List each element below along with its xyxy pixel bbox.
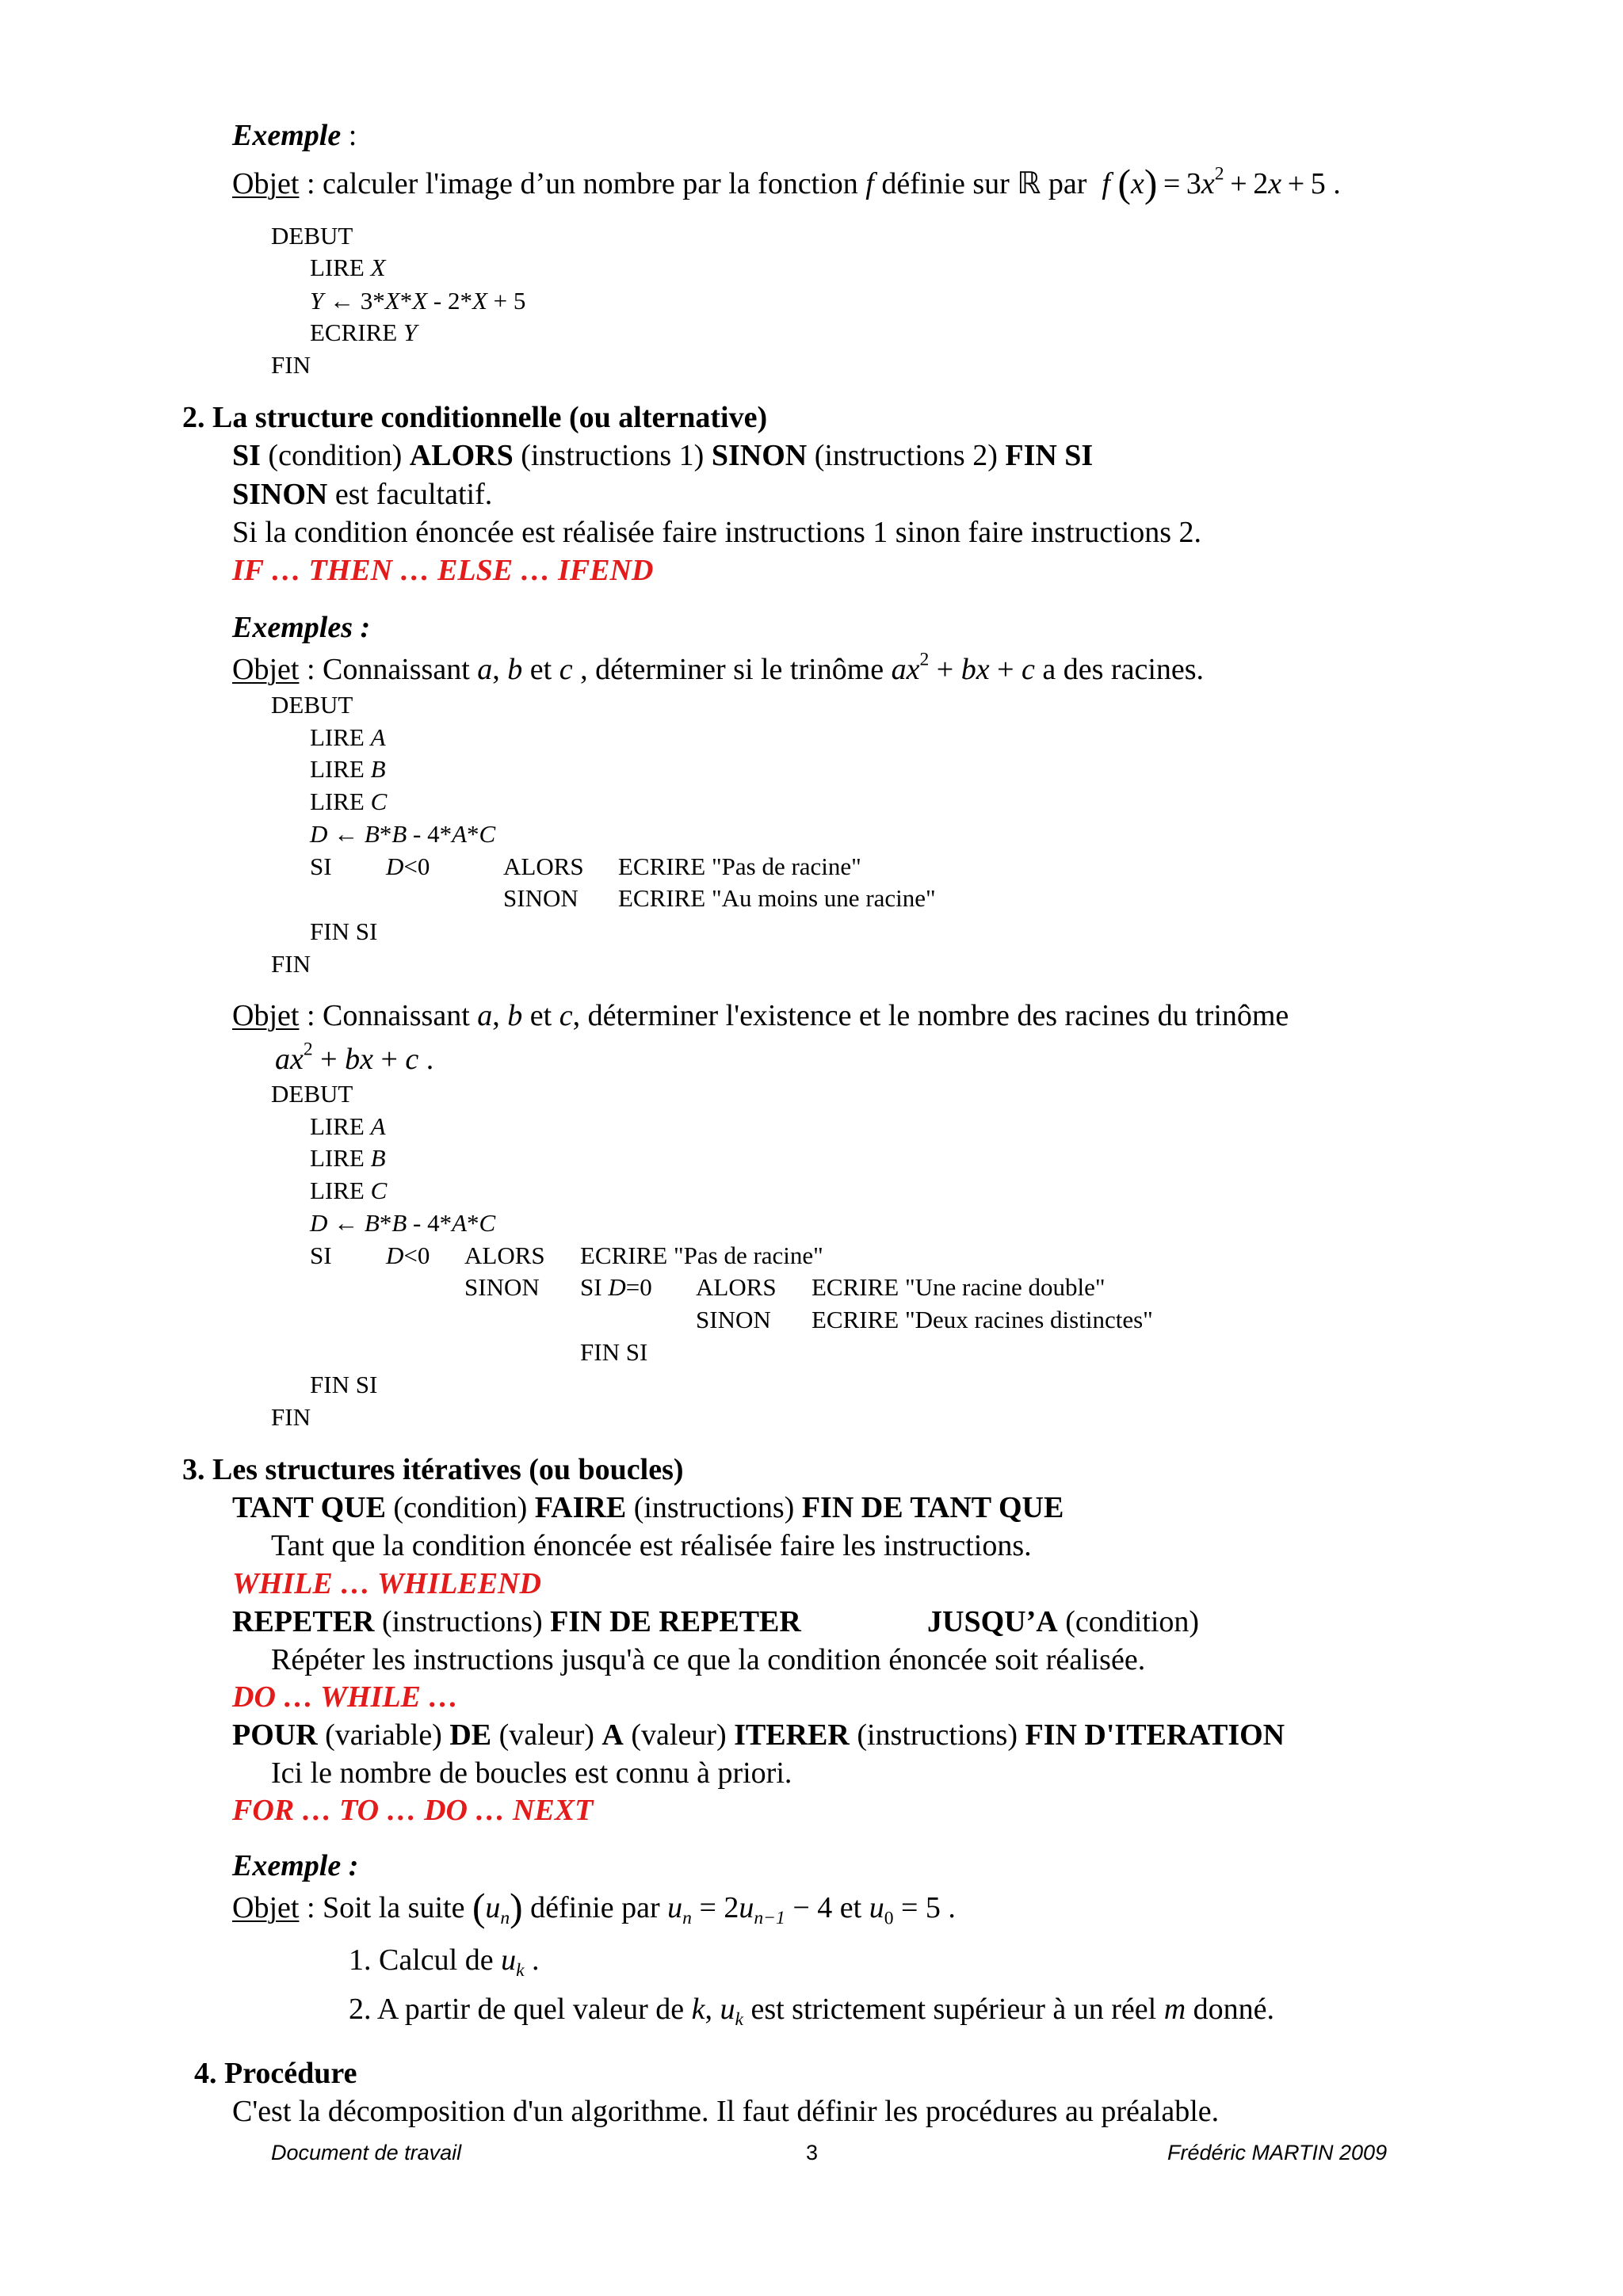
- code-line: D ← B*B - 4*A*C: [310, 1209, 496, 1237]
- section-2-title: 2. La structure conditionnelle (ou alternative): [182, 401, 768, 434]
- code-line: LIRE B: [310, 1144, 386, 1172]
- code-line: LIRE B: [310, 755, 386, 783]
- objet-line-1: Objet : calculer l'image d’un nombre par la fonction f définie sur ℝ par f $(x) = 3x^2 + 2x + 5$ .: [232, 162, 1341, 205]
- example-heading: Exemple :: [232, 119, 357, 152]
- section-4-text: C'est la décomposition d'un algorithme. Il faut définir les procédures au préalable.: [232, 2095, 1220, 2128]
- examples-heading: Exemples :: [232, 611, 371, 644]
- code-line: ECRIRE "Au moins une racine": [618, 884, 936, 912]
- code-line: D ← B*B - 4*A*C: [310, 820, 496, 848]
- code-line: LIRE A: [310, 1112, 386, 1140]
- code-line: LIRE X: [310, 254, 386, 281]
- code-line: LIRE C: [310, 1177, 388, 1204]
- code-line: FIN SI: [310, 1371, 378, 1398]
- code-line: Y ← 3*X*X - 2*X + 5: [310, 287, 526, 315]
- page-number: 3: [806, 2141, 819, 2164]
- code-line: D<0: [386, 1241, 430, 1269]
- code-line: FIN: [271, 1403, 311, 1431]
- code-line: ECRIRE "Deux racines distinctes": [812, 1306, 1153, 1333]
- code-line: ECRIRE "Une racine double": [812, 1273, 1106, 1301]
- description: Répéter les instructions jusqu'à ce que la condition énoncée soit réalisée.: [271, 1643, 1146, 1676]
- list-item: 1. Calcul de $u_k$ .: [349, 1943, 540, 1981]
- code-line: D<0: [386, 852, 430, 880]
- code-line: FIN SI: [580, 1338, 648, 1366]
- syntax-line: REPETER (instructions) FIN DE REPETER: [232, 1605, 801, 1638]
- section-4-title: 4. Procédure: [194, 2057, 357, 2090]
- objet-label: Objet: [232, 167, 300, 201]
- list-item: 2. A partir de quel valeur de k, $u_k$ est strictement supérieur à un réel m donné.: [349, 1993, 1275, 2031]
- objet-line-2: Objet : Connaissant a, b et c , déterminer si le trinôme $ax^2$ + bx + c a des racines.: [232, 649, 1205, 686]
- code-line: SI: [310, 852, 332, 880]
- code-line: ALORS: [503, 852, 584, 880]
- formula-trinome: $ax^2$ + bx + c .: [275, 1039, 434, 1076]
- code-line: SI D=0: [580, 1273, 652, 1301]
- code-line: ALORS: [696, 1273, 777, 1301]
- code-line: SINON: [464, 1273, 540, 1301]
- keywords: IF … THEN … ELSE … IFEND: [232, 554, 654, 587]
- objet-line-3: Objet : Connaissant a, b et c, déterminer l'existence et le nombre des racines du trinôme: [232, 999, 1289, 1032]
- description: Ici le nombre de boucles est connu à priori.: [271, 1756, 792, 1790]
- syntax-line: JUSQU’A (condition): [927, 1605, 1200, 1638]
- description: Tant que la condition énoncée est réalisée faire les instructions.: [271, 1529, 1032, 1562]
- description: Si la condition énoncée est réalisée faire instructions 1 sinon faire instructions 2.: [232, 516, 1202, 549]
- formula-f: f $(x) = 3x^2 + 2x + 5$: [1102, 162, 1326, 205]
- code-line: DEBUT: [271, 222, 353, 250]
- syntax-line: TANT QUE (condition) FAIRE (instructions) FIN DE TANT QUE: [232, 1491, 1064, 1524]
- code-line: FIN: [271, 351, 311, 379]
- code-line: LIRE C: [310, 788, 388, 815]
- code-line: ECRIRE "Pas de racine": [618, 852, 861, 880]
- facultatif-line: SINON est facultatif.: [232, 478, 493, 511]
- code-line: ALORS: [464, 1241, 545, 1269]
- objet-line-4: Objet : Soit la suite $(u_n)$ définie par $u_n = 2u_{n-1} - 4$ et $u_0 = 5$ .: [232, 1886, 956, 1929]
- syntax-line: SI (condition) ALORS (instructions 1) SINON (instructions 2) FIN SI: [232, 439, 1094, 472]
- code-line: DEBUT: [271, 691, 353, 719]
- code-line: DEBUT: [271, 1080, 353, 1108]
- keywords: DO … WHILE …: [232, 1680, 459, 1714]
- keywords: FOR … TO … DO … NEXT: [232, 1794, 594, 1827]
- code-line: FIN SI: [310, 917, 378, 945]
- example-heading: Exemple :: [232, 1849, 359, 1882]
- section-3-title: 3. Les structures itératives (ou boucles): [182, 1453, 684, 1486]
- code-line: LIRE A: [310, 723, 386, 751]
- code-line: ECRIRE "Pas de racine": [580, 1241, 823, 1269]
- syntax-line: POUR (variable) DE (valeur) A (valeur) ITERER (instructions) FIN D'ITERATION: [232, 1718, 1285, 1752]
- code-line: ECRIRE Y: [310, 318, 418, 346]
- code-line: SINON: [696, 1306, 771, 1333]
- footer-left: Document de travail: [271, 2141, 462, 2164]
- keywords: WHILE … WHILEEND: [232, 1567, 541, 1600]
- code-line: SI: [310, 1241, 332, 1269]
- code-line: SINON: [503, 884, 579, 912]
- footer-right: Frédéric MARTIN 2009: [1167, 2141, 1388, 2164]
- code-line: FIN: [271, 950, 311, 978]
